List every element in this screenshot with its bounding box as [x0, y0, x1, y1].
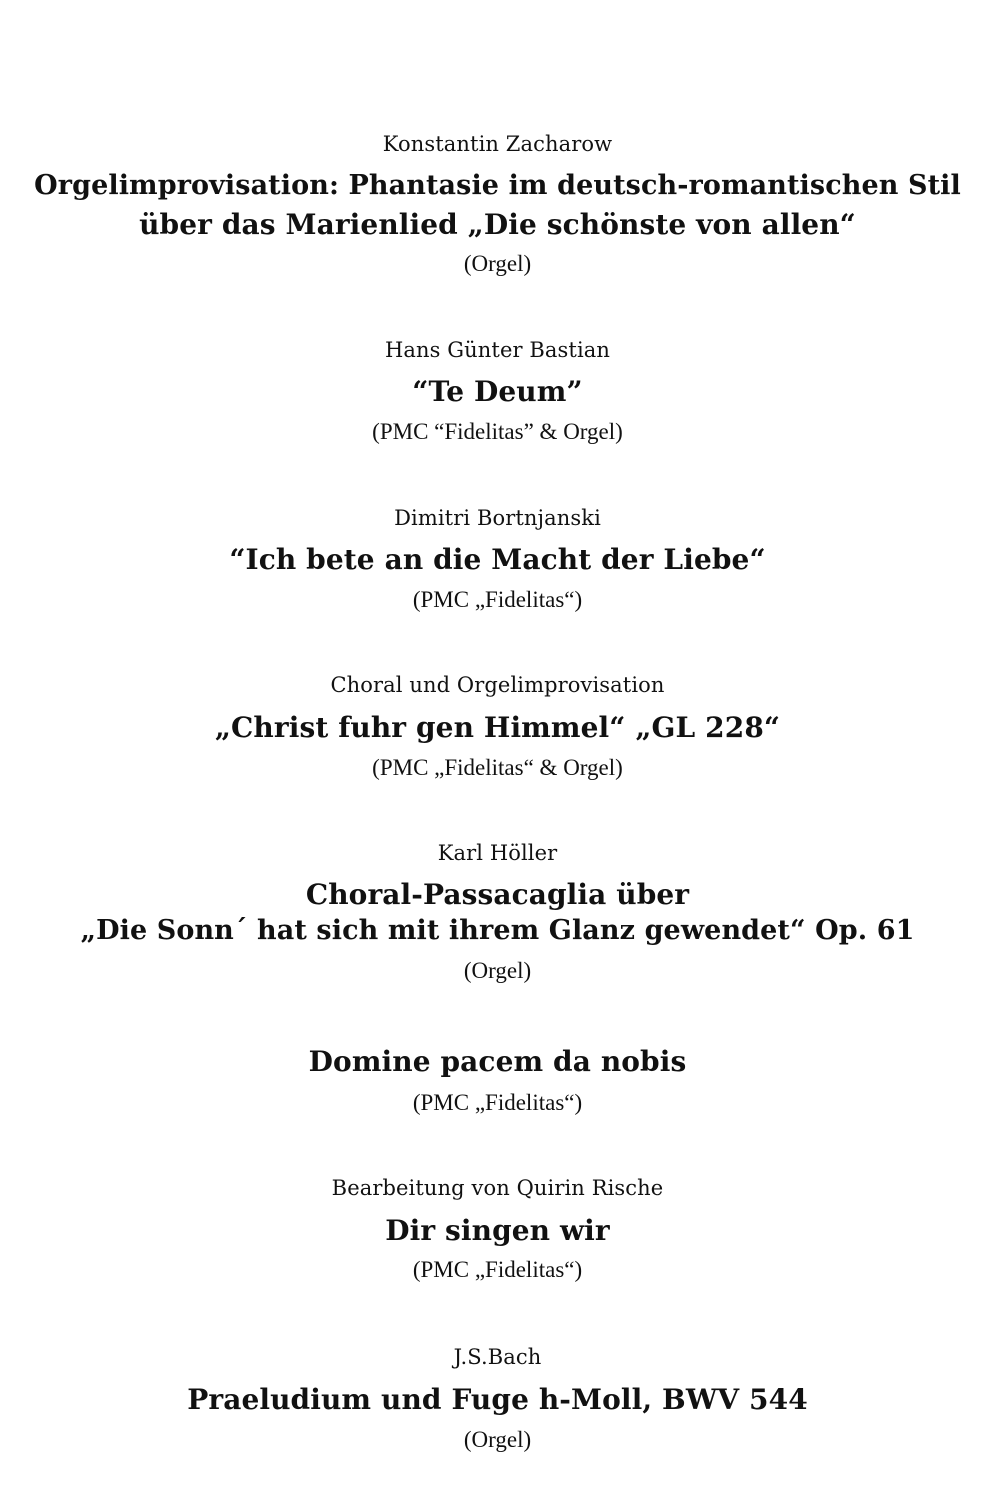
- performers: (PMC „Fidelitas“): [412, 1257, 583, 1282]
- piece-title: Dir singen wir: [385, 1214, 610, 1247]
- composer-name: Karl Höller: [437, 841, 558, 865]
- piece-title: „Die Sonn´ hat sich mit ihrem Glanz gewendet“ Op. 61: [80, 915, 915, 946]
- piece-title: über das Marienlied „Die schönste von allen“: [139, 208, 856, 241]
- composer-name: Bearbeitung von Quirin Rische: [331, 1176, 664, 1200]
- performers: (Orgel): [463, 958, 532, 983]
- piece-title: “Te Deum”: [412, 375, 583, 408]
- piece-title: Praeludium und Fuge h-Moll, BWV 544: [187, 1383, 808, 1416]
- piece-title: „Christ fuhr gen Himmel“ „GL 228“: [214, 711, 781, 744]
- piece-title: Orgelimprovisation: Phantasie im deutsch-romantischen Stil: [34, 170, 961, 201]
- performers: (Orgel): [463, 1427, 532, 1452]
- performers: (PMC „Fidelitas“ & Orgel): [372, 755, 623, 780]
- performers: (PMC „Fidelitas“): [412, 1090, 583, 1115]
- composer-name: J.S.Bach: [453, 1345, 542, 1369]
- composer-name: Dimitri Bortnjanski: [394, 506, 601, 530]
- composer-name: Choral und Orgelimprovisation: [330, 673, 665, 697]
- performers: (PMC “Fidelitas” & Orgel): [372, 419, 623, 444]
- performers: (PMC „Fidelitas“): [412, 587, 583, 612]
- composer-name: Hans Günter Bastian: [384, 338, 611, 362]
- piece-title: “Ich bete an die Macht der Liebe“: [229, 543, 766, 576]
- piece-title: Choral-Passacaglia über: [305, 878, 690, 911]
- piece-title: Domine pacem da nobis: [308, 1045, 687, 1078]
- composer-name: Konstantin Zacharow: [382, 132, 613, 156]
- performers: (Orgel): [463, 251, 532, 276]
